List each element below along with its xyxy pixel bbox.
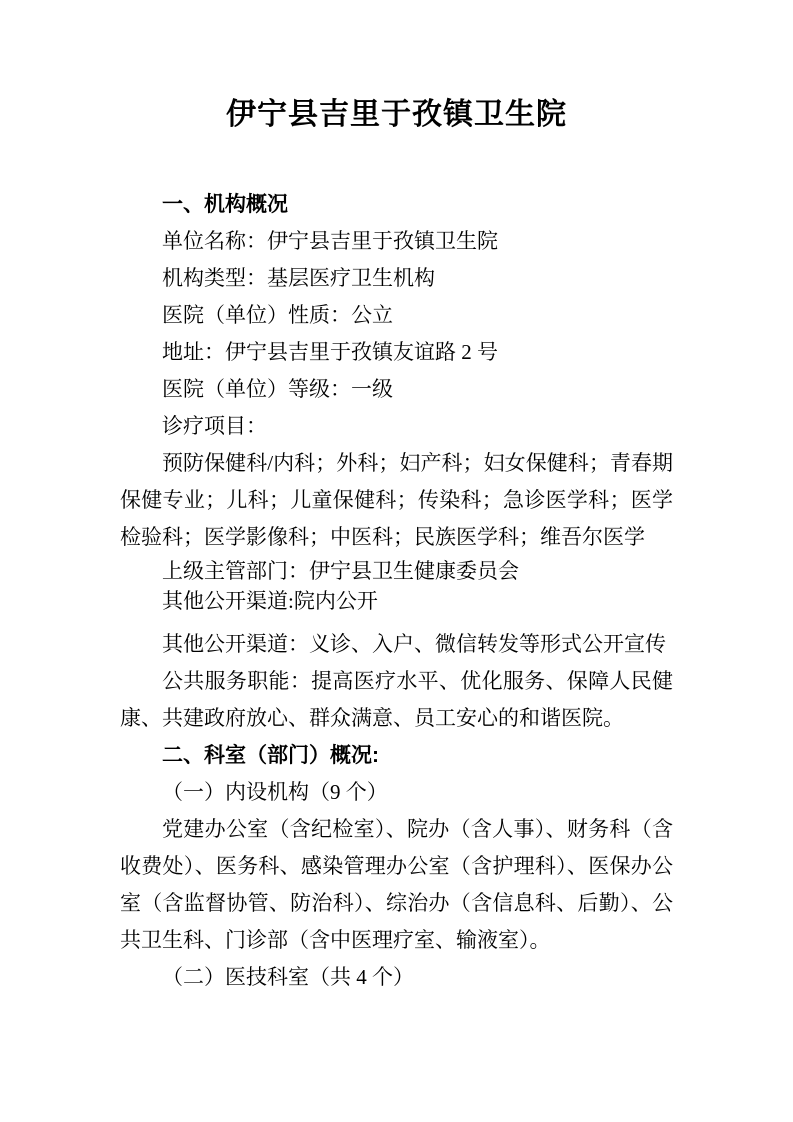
treatment-departments-paragraph: 预防保健科/内科；外科；妇产科；妇女保健科；青春期保健专业；儿科；儿童保健科；传染科；急诊医学科；医学检验科；医学影像科；中医科；民族医学科；维吾尔医学 [120,451,673,549]
internal-orgs-subheading: （一）内设机构（9 个） [162,780,388,804]
org-type-line: 机构类型：基层医疗卫生机构 [162,266,435,290]
hospital-grade-line: 医院（单位）等级：一级 [162,377,393,401]
unit-name-line: 单位名称：伊宁县吉里于孜镇卫生院 [162,229,498,253]
document-content [120,0,673,996]
section-2-heading: 二、科室（部门）概况: [162,744,379,767]
public-channel-internal-line: 其他公开渠道:院内公开 [162,589,378,613]
supervisor-department-line: 上级主管部门：伊宁县卫生健康委员会 [162,559,519,583]
section-1-heading: 一、机构概况 [162,193,288,216]
treatment-items-label: 诊疗项目： [162,414,267,438]
hospital-nature-line: 医院（单位）性质：公立 [162,303,393,327]
internal-orgs-paragraph: 党建办公室（含纪检室）、院办（含人事）、财务科（含收费处）、医务科、感染管理办公室（含护理科）、医保办公室（含监督协管、防治科）、综治办（含信息科、后勤）、公共卫生科、门诊部（含中医理疗室、输液室）。 [120,817,673,952]
address-line: 地址：伊宁县吉里于孜镇友谊路 2 号 [162,340,498,364]
document-title: 伊宁县吉里于孜镇卫生院 [226,98,567,131]
public-service-function-paragraph: 公共服务职能：提高医疗水平、优化服务、保障人民健康、共建政府放心、群众满意、员工安心的和谐医院。 [120,669,673,730]
public-channel-outreach-line: 其他公开渠道：义诊、入户、微信转发等形式公开宣传 [162,632,666,656]
medtech-departments-subheading: （二）医技科室（共 4 个） [162,965,414,989]
